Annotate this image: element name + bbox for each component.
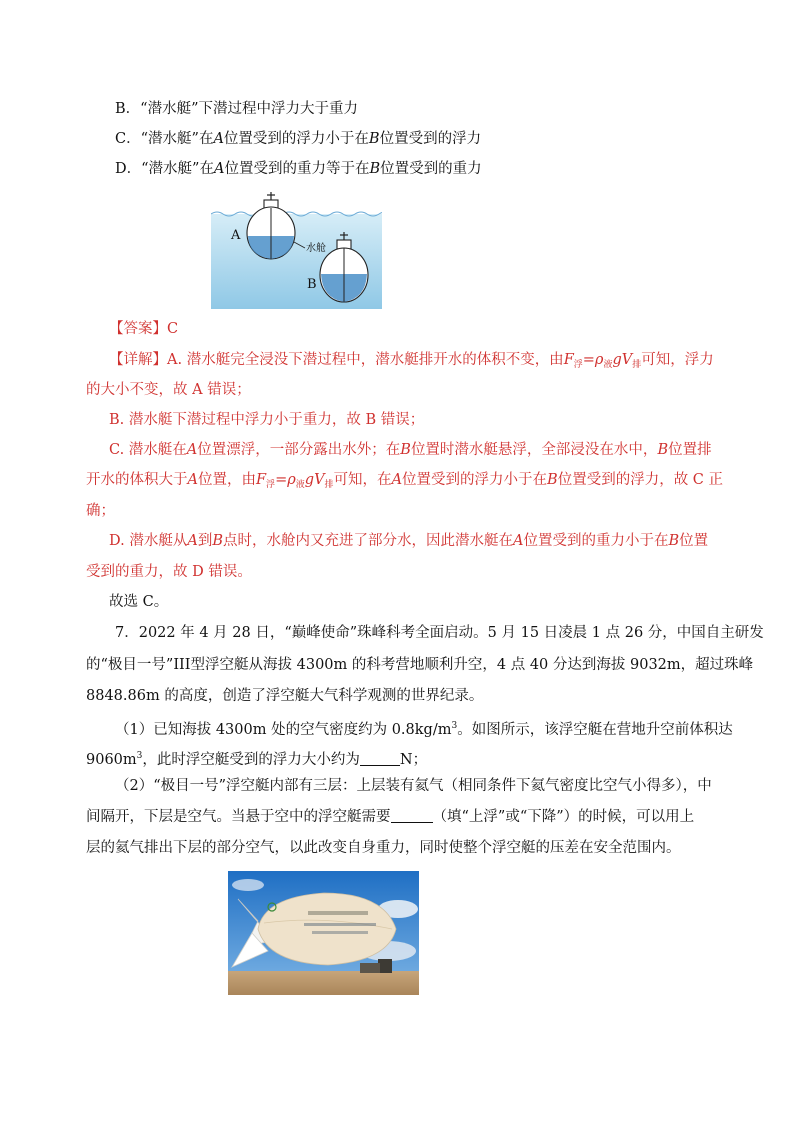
label-tank: 水舱: [306, 243, 326, 254]
answer-blank-2[interactable]: [391, 808, 433, 823]
q7-part1-line1: （1）已知海拔 4300m 处的空气密度约为 $0.8kg/m^3$。如图所示，该浮空艇在营地升空前体积达: [115, 721, 733, 738]
q7-line3: 8848.86m 的高度，创造了浮空艇大气科学观测的世界纪录。: [86, 688, 484, 704]
option-d: D．“潜水艇”在A位置受到的重力等于在B位置受到的重力: [115, 161, 482, 177]
detail-d-line2: 受到的重力，故 D 错误。: [86, 564, 252, 580]
conclusion: 故选 C。: [109, 594, 169, 610]
detail-a-line2: 的大小不变，故 A 错误；: [86, 382, 251, 398]
q7-part2-line3: 层的氦气排出下层的部分空气，以此改变自身重力，同时使整个浮空艇的压差在安全范围内。: [86, 840, 681, 856]
answer-blank-1[interactable]: [360, 751, 400, 766]
answer-line: 【答案】C: [109, 321, 179, 337]
q7-line1: 7．2022 年 4 月 28 日，“巅峰使命”珠峰科考全面启动。5 月 15 日凌晨 1 点 26 分，中国自主研发: [115, 625, 764, 641]
ground: [228, 971, 419, 995]
airship-photo: [228, 871, 419, 995]
label-b: B: [307, 277, 317, 292]
cloud: [232, 879, 264, 891]
detail-a-line1: 【详解】A. 潜水艇完全浸没下潜过程中，潜水艇排开水的体积不变，由$F_浮=\rho_液gV_排$可知，浮力: [109, 352, 714, 370]
submarine-figure: [211, 186, 382, 309]
submarine-a: [247, 192, 295, 259]
q7-part2-line2: 间隔开，下层是空气。当悬于空中的浮空艇需要 （填“上浮”或“下降”）的时候，可以用上: [86, 809, 695, 825]
detail-d-line1: D. 潜水艇从A到B点时，水舱内又充进了部分水，因此潜水艇在A位置受到的重力小于在B位置: [109, 533, 709, 549]
option-b: B．“潜水艇”下潜过程中浮力大于重力: [115, 101, 358, 117]
detail-c-line2: 开水的体积大于A位置，由$F_浮=\rho_液gV_排$可知，在A位置受到的浮力小于在B位置受到的浮力，故 C 正: [86, 472, 724, 490]
q7-part2-line1: （2）“极目一号”浮空艇内部有三层：上层装有氦气（相同条件下氦气密度比空气小得多），中: [115, 778, 712, 794]
detail-c-line1: C. 潜水艇在A位置漂浮，一部分露出水外；在B位置时潜水艇悬浮，全部浸没在水中，B位置排: [109, 442, 712, 458]
detail-b-line: B. 潜水艇下潜过程中浮力小于重力，故 B 错误；: [109, 412, 425, 428]
label-a: A: [231, 228, 241, 243]
option-c: C．“潜水艇”在A位置受到的浮力小于在B位置受到的浮力: [115, 131, 482, 147]
detail-c-line3: 确；: [86, 503, 115, 519]
q7-line2: 的“极目一号”III型浮空艇从海拔 4300m 的科考营地顺利升空，4 点 40 分达到海拔 9032m，超过珠峰: [86, 657, 754, 673]
q7-part1-line2: $9060m^3$，此时浮空艇受到的浮力大小约为 N；: [86, 751, 428, 768]
